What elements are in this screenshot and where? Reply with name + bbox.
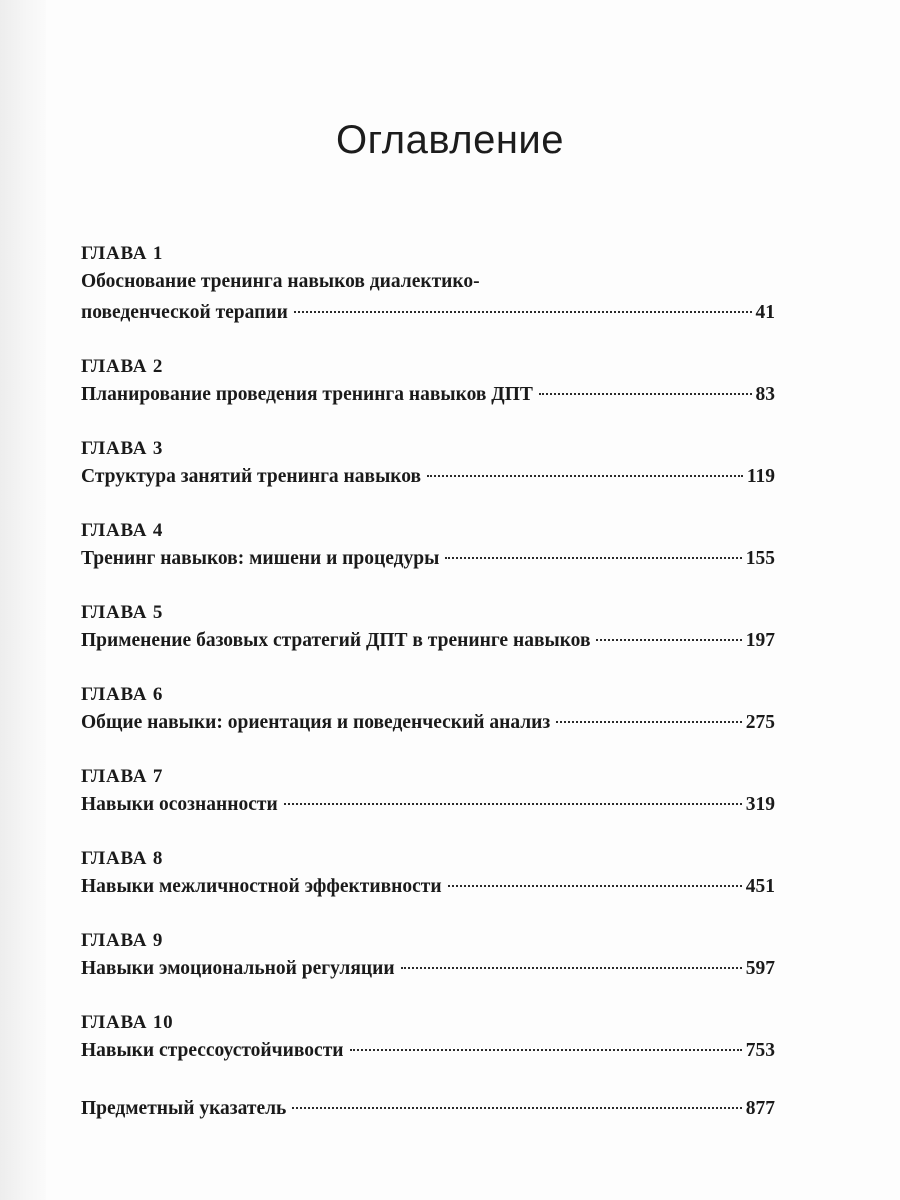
dot-leader bbox=[294, 311, 752, 313]
dot-leader bbox=[596, 639, 741, 641]
toc-entry-chapter-9[interactable] bbox=[81, 929, 775, 984]
dot-leader bbox=[539, 393, 752, 395]
chapter-label: ГЛАВА 3 bbox=[81, 438, 164, 459]
chapter-label: ГЛАВА 6 bbox=[81, 684, 164, 705]
toc-entry-chapter-8[interactable] bbox=[81, 847, 775, 902]
chapter-label: ГЛАВА 1 bbox=[81, 243, 164, 264]
chapter-label: ГЛАВА 8 bbox=[81, 848, 164, 869]
toc-entry-chapter-3[interactable] bbox=[81, 437, 775, 492]
page-number: 275 bbox=[745, 712, 775, 733]
chapter-title: Навыки осознанности bbox=[81, 794, 278, 815]
chapter-label: ГЛАВА 2 bbox=[81, 356, 164, 377]
chapter-title-line2: поведенческой терапии bbox=[81, 302, 288, 323]
chapter-label: ГЛАВА 5 bbox=[81, 602, 164, 623]
chapter-title: Планирование проведения тренинга навыков ДПТ bbox=[81, 384, 533, 405]
page-number: 319 bbox=[745, 794, 775, 815]
toc-entry-subject-index[interactable] bbox=[81, 1093, 775, 1124]
page-number: 197 bbox=[745, 630, 775, 651]
chapter-title: Навыки стрессоустойчивости bbox=[81, 1040, 344, 1061]
dot-leader bbox=[292, 1107, 741, 1109]
page-number: 83 bbox=[755, 384, 775, 405]
chapter-label: ГЛАВА 7 bbox=[81, 766, 164, 787]
dot-leader bbox=[284, 803, 742, 805]
page-number: 597 bbox=[745, 958, 775, 979]
page-number: 41 bbox=[755, 302, 775, 323]
chapter-title: Применение базовых стратегий ДПТ в тренинге навыков bbox=[81, 630, 591, 651]
dot-leader bbox=[401, 967, 742, 969]
page-number: 753 bbox=[745, 1040, 775, 1061]
chapter-title: Структура занятий тренинга навыков bbox=[81, 466, 422, 487]
chapter-title: Навыки межличностной эффективности bbox=[81, 876, 442, 897]
dot-leader bbox=[556, 721, 742, 723]
dot-leader bbox=[427, 475, 743, 477]
chapter-title: Тренинг навыков: мишени и процедуры bbox=[81, 548, 440, 569]
page-edge-shadow bbox=[0, 0, 46, 1200]
page-number: 119 bbox=[746, 466, 775, 487]
toc-entry-chapter-4[interactable] bbox=[81, 519, 775, 574]
toc-entry-chapter-10[interactable] bbox=[81, 1011, 775, 1066]
chapter-title-line1: Обоснование тренинга навыков диалектико- bbox=[81, 271, 480, 292]
dot-leader bbox=[445, 557, 741, 559]
toc-entry-chapter-5[interactable] bbox=[81, 601, 775, 656]
page-number: 155 bbox=[745, 548, 775, 569]
index-title: Предметный указатель bbox=[81, 1098, 287, 1119]
toc-entry-chapter-2[interactable] bbox=[81, 355, 775, 410]
chapter-title: Общие навыки: ориентация и поведенческий анализ bbox=[81, 712, 551, 733]
chapter-label: ГЛАВА 9 bbox=[81, 930, 164, 951]
dot-leader bbox=[448, 885, 742, 887]
chapter-label: ГЛАВА 4 bbox=[81, 520, 164, 541]
toc-entry-chapter-6[interactable] bbox=[81, 683, 775, 738]
toc-entry-chapter-7[interactable] bbox=[81, 765, 775, 820]
page-number: 451 bbox=[745, 876, 775, 897]
page-number: 877 bbox=[745, 1098, 775, 1119]
page-title: Оглавление bbox=[335, 118, 564, 162]
toc-entry-chapter-1[interactable] bbox=[81, 242, 775, 328]
chapter-label: ГЛАВА 10 bbox=[81, 1012, 174, 1033]
dot-leader bbox=[350, 1049, 742, 1051]
table-of-contents bbox=[81, 242, 775, 1151]
chapter-title: Навыки эмоциональной регуляции bbox=[81, 958, 395, 979]
